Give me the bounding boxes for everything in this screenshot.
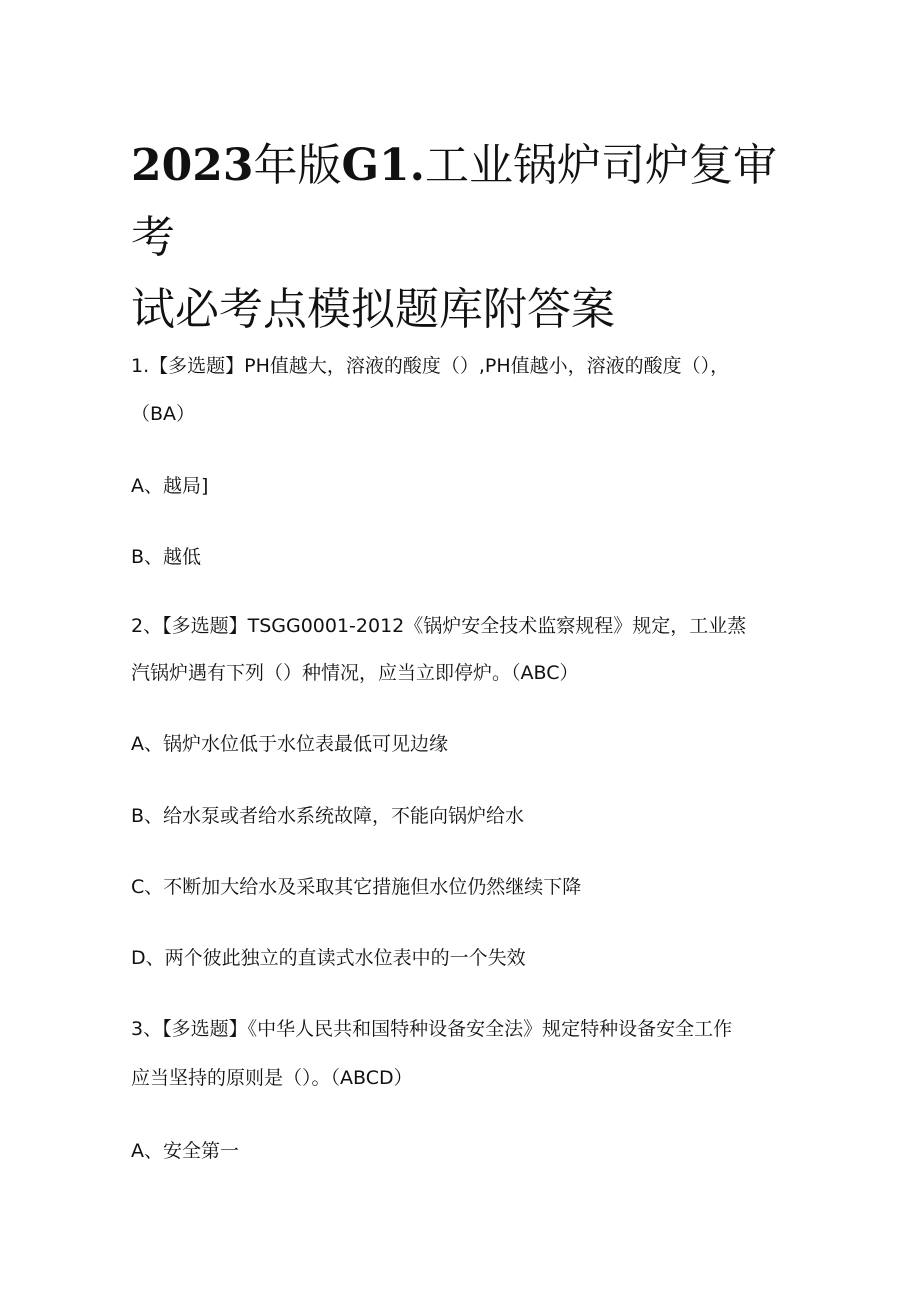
question-2-text-line-2: 汽锅炉遇有下列（）种情况，应当立即停炉。（ABC） [131,662,579,684]
question-2-option-b: B、给水泵或者给水系统故障，不能向锅炉给水 [131,805,525,827]
question-1-option-a: A、越局] [131,475,209,497]
title-part1: 年版 [253,140,342,191]
question-2-option-d: D、两个彼此独立的直读式水位表中的一个失效 [131,947,526,969]
question-2-text-line-1: 2、【多选题】TSGG0001-2012《锅炉安全技术监察规程》规定，工业蒸 [131,615,747,637]
question-1-option-b: B、越低 [131,546,202,568]
title-code: G1. [341,140,425,191]
question-3-option-a: A、安全第一 [131,1140,239,1162]
question-3-text-line-1: 3、【多选题】《中华人民共和国特种设备安全法》规定特种设备安全工作 [131,1018,733,1040]
question-2-option-c: C、不断加大给水及采取其它措施但水位仍然继续下降 [131,876,582,898]
question-3-text-line-2: 应当坚持的原则是（）。（ABCD） [131,1067,413,1089]
question-1-text-line-2: （BA） [131,403,196,425]
title-line2: 试必考点模拟题库附答案 [131,284,615,335]
title-year: 2023 [131,140,254,191]
question-2-option-a: A、锅炉水位低于水位表最低可见边缘 [131,733,448,755]
question-1-text-line-1: 1.【多选题】PH值越大，溶液的酸度（）,PH值越小，溶液的酸度（）， [131,355,730,377]
document-title [131,130,791,346]
title-part2: 工业锅炉司炉复审考 [131,140,777,263]
